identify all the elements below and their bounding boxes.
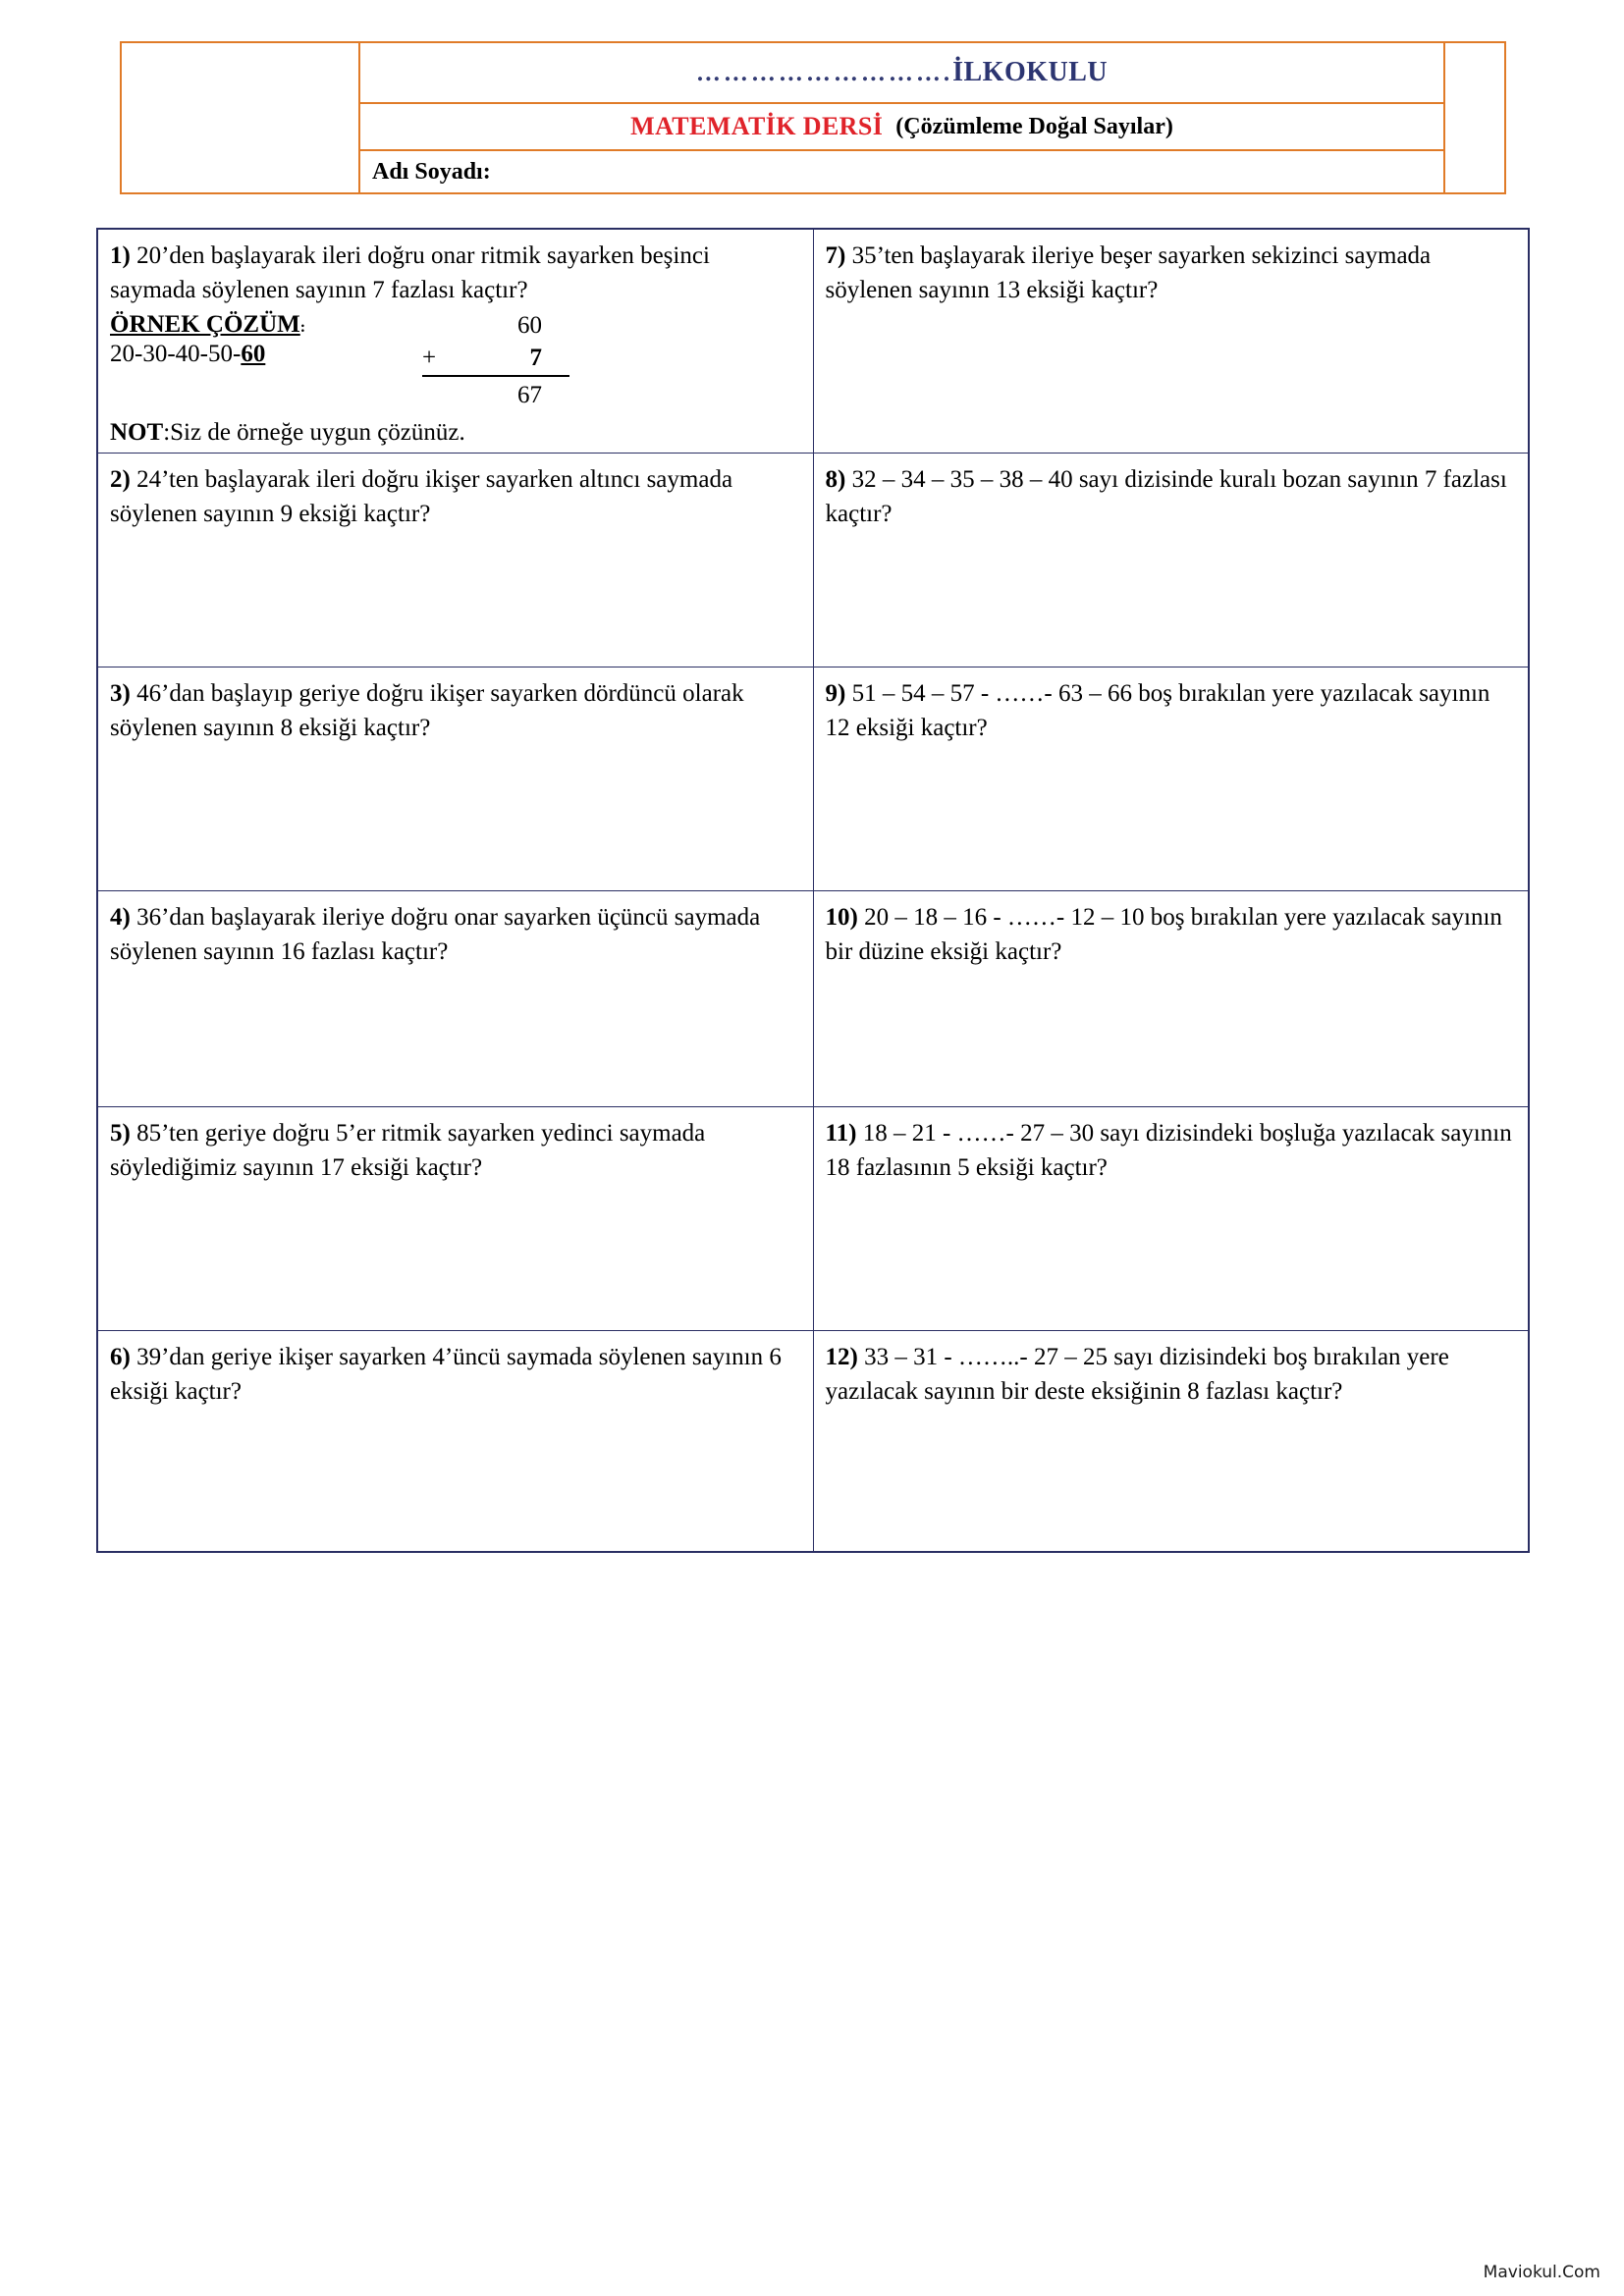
- question-text-7: [826, 240, 1517, 307]
- example-addend-bottom: 7: [529, 345, 542, 371]
- question-body-9: 51 – 54 – 57 - ……- 63 – 66 boş bırakılan yere yazılacak sayının 12 eksiği kaçtır?: [825, 680, 1490, 741]
- question-body-1: 20’den başlayarak ileri doğru onar ritmik sayarken beşinci saymada söylenen sayının 7 fazlası kaçtır?: [110, 242, 710, 303]
- question-text-9: [826, 677, 1517, 745]
- lesson-title: MATEMATİK DERSİ: [630, 112, 884, 140]
- student-name-label: Adı Soyadı:: [372, 158, 491, 185]
- question-number-6: 6): [110, 1344, 131, 1370]
- question-cell-5: [97, 1107, 813, 1331]
- table-row: [97, 229, 1529, 454]
- question-text-10: [826, 901, 1517, 969]
- question-cell-10: [813, 891, 1529, 1107]
- table-row: [97, 1107, 1529, 1331]
- question-cell-3: [97, 667, 813, 891]
- example-note: [110, 419, 801, 447]
- question-body-5: 85’ten geriye doğru 5’er ritmik sayarken yedinci saymada söylediğimiz sayının 17 eksiği kaçtır?: [110, 1120, 706, 1181]
- question-body-11: 18 – 21 - ……- 27 – 30 sayı dizisindeki boşluğa yazılacak sayının 18 fazlasının 5 eksiği kaçtır?: [825, 1120, 1512, 1181]
- question-number-8: 8): [825, 466, 846, 493]
- school-name-line: [696, 57, 1108, 88]
- question-body-7: 35’ten başlayarak ileriye beşer sayarken sekizinci saymada söylenen sayının 13 eksiği kaçtır?: [825, 242, 1432, 303]
- questions-table: [96, 228, 1530, 1553]
- example-addend-row: [422, 342, 569, 377]
- question-number-2: 2): [110, 466, 131, 493]
- question-body-6: 39’dan geriye ikişer sayarken 4’üncü saymada söylenen sayının 6 eksiği kaçtır?: [110, 1344, 782, 1405]
- question-text-11: [826, 1117, 1517, 1185]
- example-operator: +: [422, 345, 437, 371]
- question-text-3: [110, 677, 801, 745]
- question-number-7: 7): [825, 242, 846, 269]
- footer-watermark: Maviokul.Com: [1483, 2263, 1600, 2282]
- question-cell-2: [97, 454, 813, 667]
- question-number-1: 1): [110, 242, 131, 269]
- question-number-3: 3): [110, 680, 131, 707]
- example-note-text: :Siz de örneğe uygun çözünüz.: [163, 419, 465, 446]
- question-body-8: 32 – 34 – 35 – 38 – 40 sayı dizisinde kuralı bozan sayının 7 fazlası kaçtır?: [825, 466, 1507, 527]
- school-name-row: [360, 43, 1443, 104]
- worksheet-header: [120, 41, 1506, 194]
- header-side-cell: [1443, 43, 1504, 192]
- question-number-12: 12): [825, 1344, 858, 1370]
- question-text-6: [110, 1341, 801, 1409]
- example-addend-top: 60: [517, 312, 542, 339]
- lesson-subtitle: (Çözümleme Doğal Sayılar): [895, 113, 1173, 139]
- question-text-2: [110, 463, 801, 531]
- school-name-label: İLKOKULU: [952, 57, 1109, 87]
- question-cell-6: [97, 1331, 813, 1552]
- question-number-9: 9): [825, 680, 846, 707]
- question-number-10: 10): [825, 904, 858, 931]
- header-main-cell: [360, 43, 1443, 192]
- question-body-3: 46’dan başlayıp geriye doğru ikişer sayarken dördüncü olarak söylenen sayının 8 eksiği kaçtır?: [110, 680, 744, 741]
- lesson-row: [360, 104, 1443, 151]
- header-logo-cell: [122, 43, 360, 192]
- table-row: [97, 1331, 1529, 1552]
- question-number-11: 11): [825, 1120, 857, 1147]
- question-cell-4: [97, 891, 813, 1107]
- example-note-label: NOT: [110, 419, 164, 446]
- question-cell-9: [813, 667, 1529, 891]
- question-cell-7: [813, 229, 1529, 454]
- question-text-12: [826, 1341, 1517, 1409]
- example-solution: [110, 311, 801, 447]
- question-body-2: 24’ten başlayarak ileri doğru ikişer sayarken altıncı saymada söylenen sayının 9 eksiği kaçtır?: [110, 466, 733, 527]
- table-row: [97, 667, 1529, 891]
- question-body-4: 36’dan başlayarak ileriye doğru onar sayarken üçüncü saymada söylenen sayının 16 fazlası kaçtır?: [110, 904, 761, 965]
- question-cell-1: [97, 229, 813, 454]
- example-heading-colon: :: [299, 319, 306, 336]
- example-sequence-answer: 60: [241, 341, 266, 367]
- question-text-8: [826, 463, 1517, 531]
- question-number-5: 5): [110, 1120, 131, 1147]
- table-row: [97, 454, 1529, 667]
- example-sequence-prefix: 20-30-40-50-: [110, 341, 242, 367]
- question-cell-11: [813, 1107, 1529, 1331]
- table-row: [97, 891, 1529, 1107]
- school-name-dots: ……………………….: [695, 60, 953, 86]
- question-text-4: [110, 901, 801, 969]
- example-sum: 67: [517, 382, 542, 408]
- question-body-10: 20 – 18 – 16 - ……- 12 – 10 boş bırakılan yere yazılacak sayının bir düzine eksiği kaçtır?: [825, 904, 1502, 965]
- question-cell-12: [813, 1331, 1529, 1552]
- student-name-row: [360, 151, 1443, 192]
- question-body-12: 33 – 31 - ……..- 27 – 25 sayı dizisindeki boş bırakılan yere yazılacak sayının bir deste eksiğinin 8 fazlası kaçtır?: [825, 1344, 1449, 1405]
- question-cell-8: [813, 454, 1529, 667]
- example-addition-block: [422, 309, 569, 411]
- question-text-5: [110, 1117, 801, 1185]
- question-text-1: [110, 240, 801, 307]
- question-number-4: 4): [110, 904, 131, 931]
- example-heading: ÖRNEK ÇÖZÜM: [110, 311, 300, 338]
